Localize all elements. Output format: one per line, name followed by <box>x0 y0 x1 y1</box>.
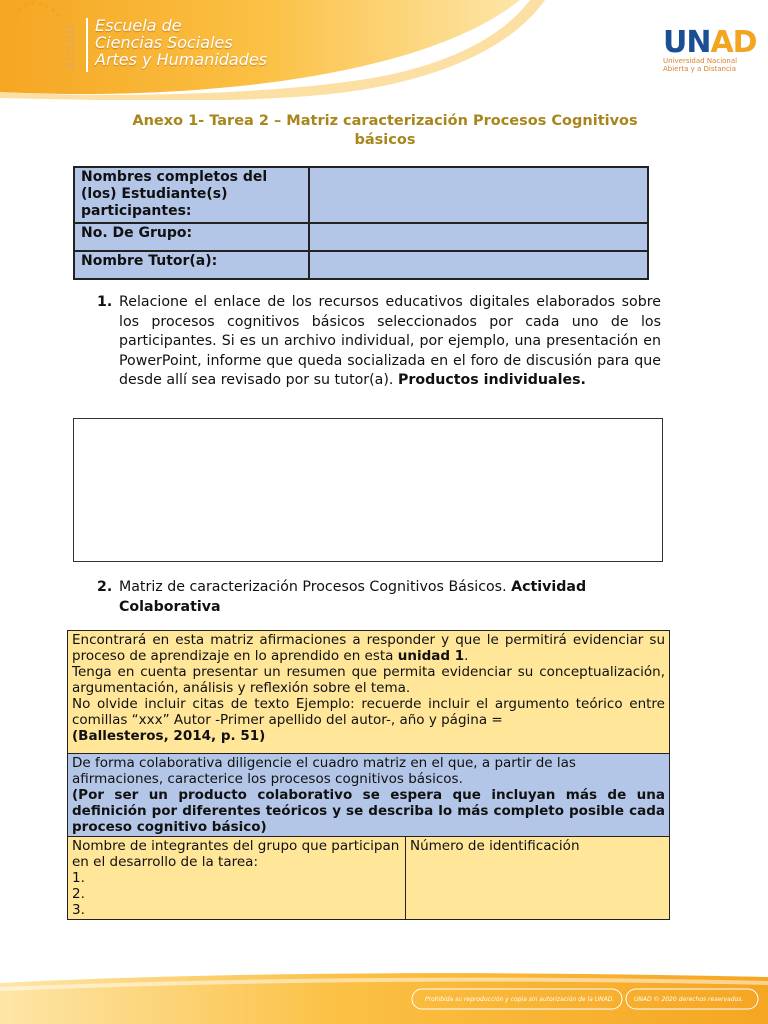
group-value[interactable] <box>309 223 648 251</box>
school-name <box>95 17 267 68</box>
footer-wave-graphic <box>0 965 768 1024</box>
table-row <box>74 223 648 251</box>
question-2-number: 2. <box>97 579 113 595</box>
member-2: 2. <box>72 886 85 902</box>
school-line-2: Ciencias Sociales <box>95 33 233 52</box>
unad-logo-dots <box>0 0 100 65</box>
characterization-matrix <box>67 630 670 920</box>
question-1-number: 1. <box>97 294 113 310</box>
individual-products-box[interactable] <box>73 418 663 562</box>
group-label: No. De Grupo: <box>74 223 309 251</box>
footer-copyright: UNAD © 2020 derechos reservados. <box>634 996 744 1003</box>
table-row <box>68 631 670 754</box>
footer-notice: Prohibida su reproducción y copia sin autorización de la UNAD. <box>425 996 615 1003</box>
member-3: 3. <box>72 902 85 918</box>
table-row <box>68 754 670 837</box>
id-number-header: Número de identificación <box>410 838 580 854</box>
table-row <box>68 837 670 920</box>
question-2-text: Matriz de caracterización Procesos Cognitivos Básicos. Actividad Colaborativa <box>119 579 587 615</box>
member-1: 1. <box>72 870 85 886</box>
tutor-value[interactable] <box>309 251 648 279</box>
table-row <box>74 167 648 223</box>
students-value[interactable] <box>309 167 648 223</box>
collaborative-instructions: De forma colaborativa diligencie el cuadro matriz en el que, a partir de las afirmaciones, caracterice los procesos cognitivos básicos. (Por ser un producto colaborativo se espera que incluyan más de una definición por diferentes teóricos y se describa lo más completo posible cada proceso cognitivo básico) <box>68 754 670 837</box>
footer-banner <box>0 965 768 1024</box>
question-1-text: Relacione el enlace de los recursos educativos digitales elaborados sobre los procesos cognitivos básicos seleccionados por cada uno de los participantes. Si es un archivo individual, por ejemplo, una presentación en PowerPoint, informe que queda socializada en el foro de discusión para que desde allí sea revisado por su tutor(a). Productos individuales. <box>119 294 661 388</box>
document-title: Anexo 1- Tarea 2 – Matriz caracterización Procesos Cognitivos básicos <box>132 113 638 148</box>
ecsah-acronym: ECSAH <box>64 24 78 69</box>
unad-logo-subtitle: Universidad Nacional Abierta y a Distancia <box>663 57 738 73</box>
unad-logo-text: UNAD <box>663 25 757 60</box>
student-info-table <box>73 166 649 280</box>
school-line-3: Artes y Humanidades <box>95 50 268 69</box>
members-header: Nombre de integrantes del grupo que participan en el desarrollo de la tarea: <box>72 838 400 870</box>
members-cell[interactable] <box>68 837 406 920</box>
tutor-label: Nombre Tutor(a): <box>74 251 309 279</box>
students-label: Nombres completos del (los) Estudiante(s) participantes: <box>74 167 309 223</box>
header-banner <box>0 0 768 100</box>
matrix-instructions: Encontrará en esta matriz afirmaciones a responder y que le permitirá evidenciar su proceso de aprendizaje en lo aprendido en esta unidad 1. Tenga en cuenta presentar un resumen que permita evidenciar su conceptualización, argumentación, análisis y reflexión sobre el tema. No olvide incluir citas de texto Ejemplo: recuerde incluir el argumento teórico entre comillas “xxx” Autor -Primer apellido del autor-, año y página = (Ballesteros, 2014, p. 51) <box>68 631 670 754</box>
school-line-1: Escuela de <box>95 16 182 35</box>
table-row <box>74 251 648 279</box>
id-number-cell[interactable] <box>406 837 670 920</box>
